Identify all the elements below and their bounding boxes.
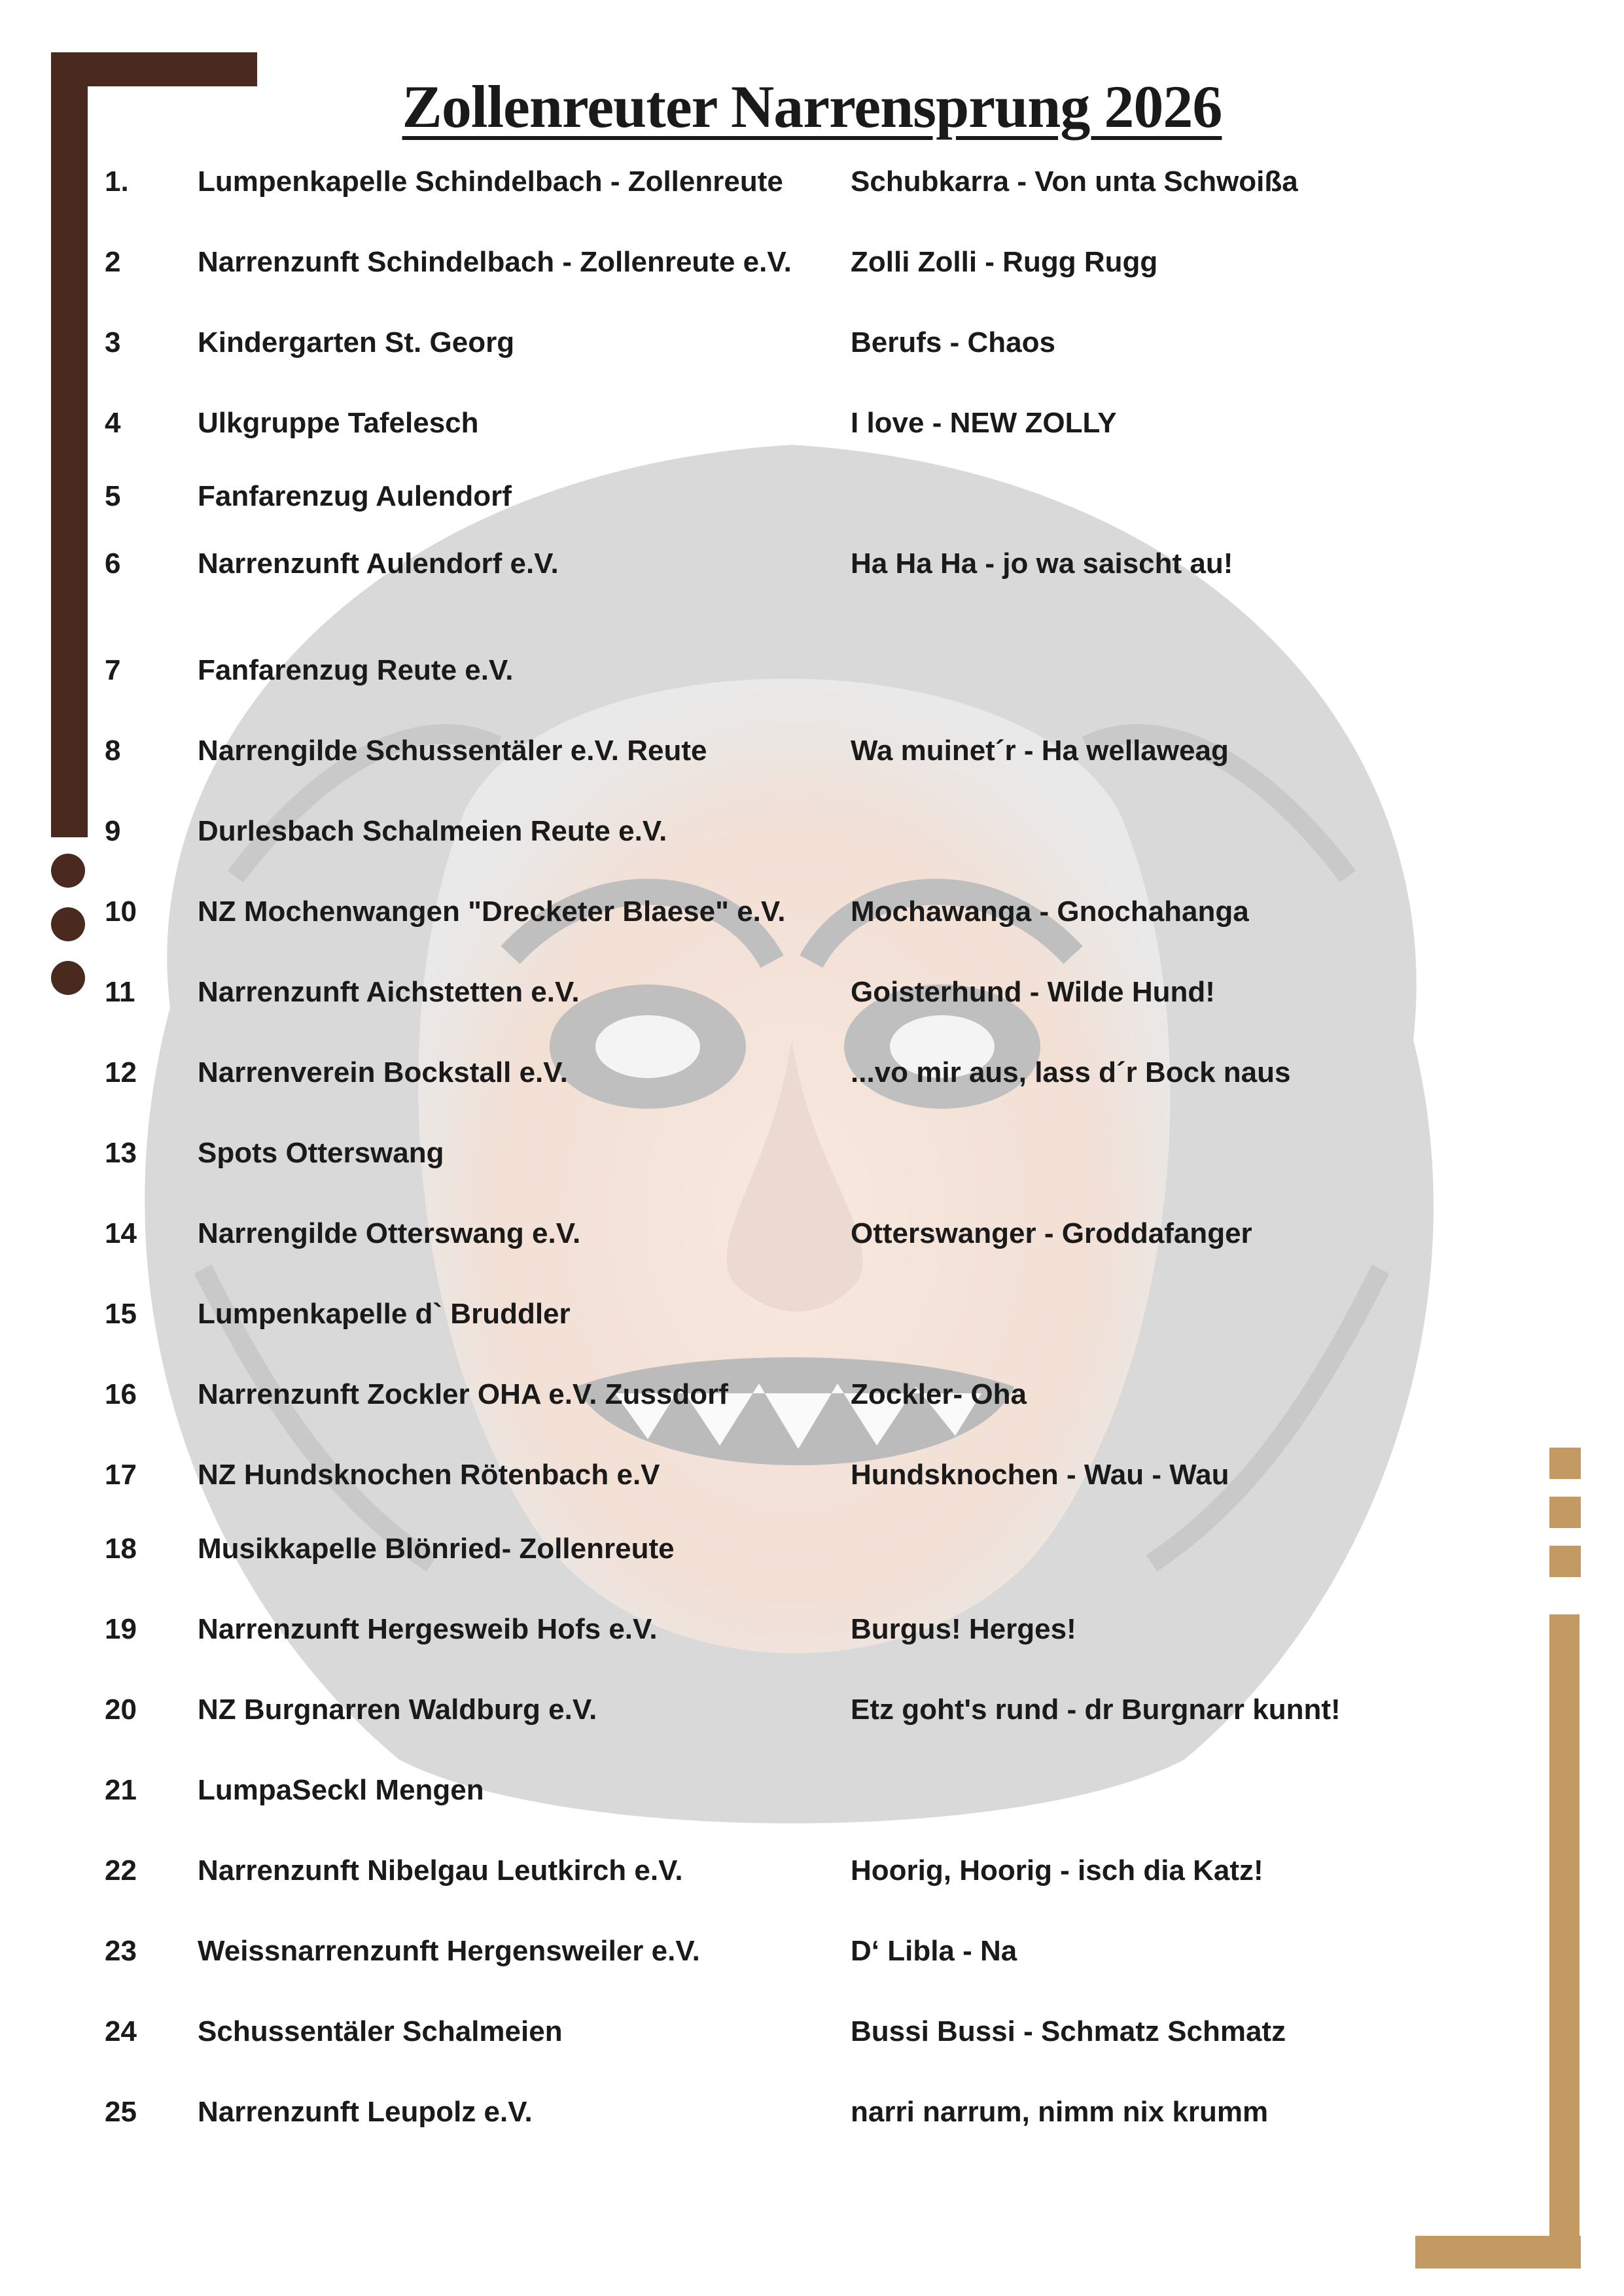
entry-group: Narrengilde Otterswang e.V. xyxy=(198,1217,581,1249)
entry-number: 1. xyxy=(105,165,129,198)
list-item xyxy=(0,1378,1624,1431)
entry-number: 23 xyxy=(105,1935,137,1967)
list-item xyxy=(0,165,1624,218)
entry-number: 17 xyxy=(105,1459,137,1491)
list-item xyxy=(0,1854,1624,1907)
entry-group: NZ Burgnarren Waldburg e.V. xyxy=(198,1694,597,1726)
entry-group: Fanfarenzug Aulendorf xyxy=(198,480,512,512)
entry-motto: Zolli Zolli - Rugg Rugg xyxy=(851,246,1158,278)
entry-number: 9 xyxy=(105,815,121,847)
entry-motto: Otterswanger - Groddafanger xyxy=(851,1217,1252,1249)
entry-group: Narrengilde Schussentäler e.V. Reute xyxy=(198,735,707,767)
entry-number: 19 xyxy=(105,1613,137,1645)
entry-group: Musikkapelle Blönried- Zollenreute xyxy=(198,1533,675,1565)
entry-group: Fanfarenzug Reute e.V. xyxy=(198,654,514,686)
entry-motto: narri narrum, nimm nix krumm xyxy=(851,2096,1269,2128)
entry-group: Lumpenkapelle d` Bruddler xyxy=(198,1298,571,1330)
list-item xyxy=(0,654,1624,706)
entry-group: Narrenzunft Hergesweib Hofs e.V. xyxy=(198,1613,658,1645)
entry-group: Ulkgruppe Tafelesch xyxy=(198,407,479,439)
entry-group: Narrenverein Bockstall e.V. xyxy=(198,1056,568,1088)
entry-number: 4 xyxy=(105,407,121,439)
entry-number: 8 xyxy=(105,735,121,767)
list-item xyxy=(0,2015,1624,2068)
list-item xyxy=(0,1217,1624,1270)
list-item xyxy=(0,1774,1624,1826)
entry-number: 5 xyxy=(105,480,121,512)
entry-motto: Bussi Bussi - Schmatz Schmatz xyxy=(851,2015,1286,2047)
entry-number: 3 xyxy=(105,326,121,358)
entry-group: Durlesbach Schalmeien Reute e.V. xyxy=(198,815,667,847)
entry-number: 14 xyxy=(105,1217,137,1249)
entry-number: 22 xyxy=(105,1854,137,1887)
list-item xyxy=(0,735,1624,787)
right-bracket-bottom xyxy=(1415,2236,1581,2269)
entry-motto: Hoorig, Hoorig - isch dia Katz! xyxy=(851,1854,1263,1887)
entry-number: 7 xyxy=(105,654,121,686)
entry-motto: D‘ Libla - Na xyxy=(851,1935,1017,1967)
list-item xyxy=(0,1298,1624,1350)
list-item xyxy=(0,976,1624,1028)
entry-group: NZ Hundsknochen Rötenbach e.V xyxy=(198,1459,660,1491)
entry-motto: Etz goht's rund - dr Burgnarr kunnt! xyxy=(851,1694,1341,1726)
entry-group: NZ Mochenwangen "Drecketer Blaese" e.V. xyxy=(198,896,786,928)
entry-motto: Mochawanga - Gnochahanga xyxy=(851,896,1249,928)
entry-motto: I love - NEW ZOLLY xyxy=(851,407,1117,439)
entry-motto: Berufs - Chaos xyxy=(851,326,1055,358)
entry-number: 10 xyxy=(105,896,137,928)
list-item xyxy=(0,1459,1624,1511)
list-item xyxy=(0,896,1624,948)
entry-group: Narrenzunft Zockler OHA e.V. Zussdorf xyxy=(198,1378,728,1410)
entry-group: Kindergarten St. Georg xyxy=(198,326,515,358)
entry-group: Narrenzunft Aulendorf e.V. xyxy=(198,548,559,580)
entry-number: 21 xyxy=(105,1774,137,1806)
list-item xyxy=(0,326,1624,379)
entry-motto: Burgus! Herges! xyxy=(851,1613,1076,1645)
entry-motto: Wa muinet´r - Ha wellaweag xyxy=(851,735,1229,767)
entry-number: 2 xyxy=(105,246,121,278)
entry-number: 16 xyxy=(105,1378,137,1410)
entry-motto: Hundsknochen - Wau - Wau xyxy=(851,1459,1229,1491)
list-item xyxy=(0,815,1624,867)
entry-number: 18 xyxy=(105,1533,137,1565)
entry-number: 20 xyxy=(105,1694,137,1726)
entry-group: Spots Otterswang xyxy=(198,1137,444,1169)
entry-motto: Ha Ha Ha - jo wa saischt au! xyxy=(851,548,1233,580)
entry-group: Narrenzunft Nibelgau Leutkirch e.V. xyxy=(198,1854,683,1887)
list-item xyxy=(0,407,1624,459)
list-item xyxy=(0,1613,1624,1665)
list-item xyxy=(0,1533,1624,1585)
entry-group: Narrenzunft Leupolz e.V. xyxy=(198,2096,533,2128)
entry-group: Schussentäler Schalmeien xyxy=(198,2015,563,2047)
entry-number: 24 xyxy=(105,2015,137,2047)
list-item xyxy=(0,480,1624,532)
entry-motto: ...vo mir aus, lass d´r Bock naus xyxy=(851,1056,1291,1088)
entry-number: 6 xyxy=(105,548,121,580)
list-item xyxy=(0,2096,1624,2148)
list-item xyxy=(0,246,1624,298)
entry-group: Narrenzunft Aichstetten e.V. xyxy=(198,976,580,1008)
entry-number: 15 xyxy=(105,1298,137,1330)
list-item xyxy=(0,1694,1624,1746)
list-item xyxy=(0,1056,1624,1109)
entry-number: 13 xyxy=(105,1137,137,1169)
entry-number: 25 xyxy=(105,2096,137,2128)
entry-motto: Schubkarra - Von unta Schwoißa xyxy=(851,165,1298,198)
entry-number: 11 xyxy=(105,976,135,1008)
entry-motto: Zockler- Oha xyxy=(851,1378,1027,1410)
list-item xyxy=(0,1935,1624,1987)
entry-group: Narrenzunft Schindelbach - Zollenreute e.V. xyxy=(198,246,792,278)
entry-number: 12 xyxy=(105,1056,137,1088)
entry-group: LumpaSeckl Mengen xyxy=(198,1774,484,1806)
entry-group: Weissnarrenzunft Hergensweiler e.V. xyxy=(198,1935,700,1967)
page-title: Zollenreuter Narrensprung 2026 xyxy=(402,73,1222,140)
list-item xyxy=(0,1137,1624,1189)
list-item xyxy=(0,548,1624,600)
entry-group: Lumpenkapelle Schindelbach - Zollenreute xyxy=(198,165,783,198)
entry-motto: Goisterhund - Wilde Hund! xyxy=(851,976,1215,1008)
